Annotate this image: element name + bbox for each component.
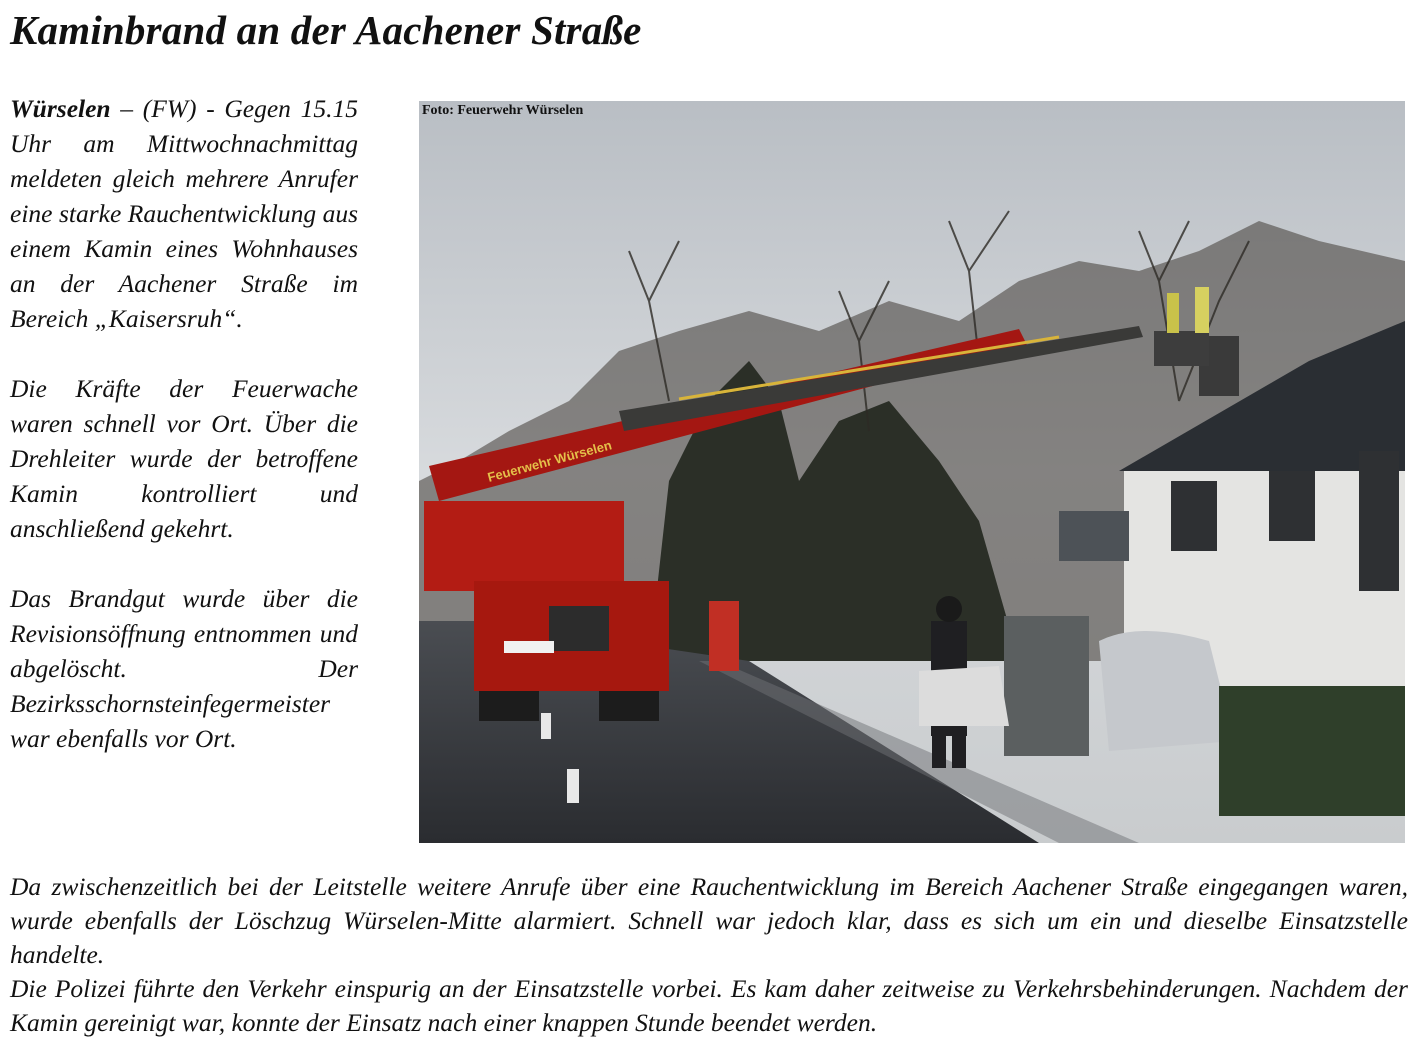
truck-rear-panel	[549, 606, 609, 651]
house-window-2	[1269, 471, 1315, 541]
truck-lettering: Feuerwehr Würselen	[485, 437, 614, 485]
firefighter-1	[1167, 293, 1179, 333]
article-photo	[419, 101, 1405, 843]
truck-plate	[504, 641, 554, 653]
dateline-place: Würselen	[10, 94, 111, 123]
article-headline: Kaminbrand an der Aachener Straße	[10, 7, 642, 53]
paragraph-2: Die Kräfte der Feuerwache waren schnell vor Ort. Über die Drehleiter wurde der betroffene Kamin kontrolliert und anschließend gekehrt.	[10, 374, 358, 543]
outrigger	[709, 601, 739, 671]
photo-illustration	[419, 101, 1405, 843]
person-head	[936, 596, 962, 622]
gabion-wall	[1004, 616, 1089, 756]
road-marking-2	[567, 769, 579, 803]
person-leg-right	[952, 733, 966, 768]
truck-wheel-right	[599, 691, 659, 721]
parked-car	[919, 666, 1009, 726]
road-marking	[541, 713, 551, 739]
lead-text: – (FW) - Gegen 15.15 Uhr am Mittwochnachmittag meldeten gleich mehrere Anrufer eine starke Rauchentwicklung aus einem Kamin eines Wohnhauses an der Aachener Straße im Bereich „Kaisersruh“.	[10, 94, 358, 333]
article-bottom-text	[10, 870, 1408, 1040]
lead-paragraph	[10, 91, 358, 336]
paragraph-5: Die Polizei führte den Verkehr einspurig an der Einsatzstelle vorbei. Es kam daher zeitweise zu Verkehrsbehinderungen. Nachdem der Kamin gereinigt war, konnte der Einsatz nach einer knappen Stunde beendet werden.	[10, 974, 1408, 1037]
photo-caption: Foto: Feuerwehr Würselen	[422, 103, 584, 118]
house-window-1	[1171, 481, 1217, 551]
paragraph-4: Da zwischenzeitlich bei der Leitstelle weitere Anrufe über eine Rauchentwicklung im Bereich Aachener Straße eingegangen waren, wurde ebenfalls der Löschzug Würselen-Mitte alarmiert. Schnell war jedoch klar, dass es sich um ein und dieselbe Einsatzstelle handelte.	[10, 872, 1408, 969]
paragraph-3: Das Brandgut wurde über die Revisionsöffnung entnommen und abgelöscht. Der Bezirksschornsteinfegermeister war ebenfalls vor Ort.	[10, 584, 358, 753]
firefighter-2	[1195, 287, 1209, 333]
article-left-column	[10, 91, 358, 791]
house-window-3	[1359, 451, 1399, 591]
balcony	[1059, 511, 1129, 561]
ladder-basket	[1154, 331, 1209, 366]
truck-wheel-left	[479, 691, 539, 721]
hedge	[1219, 686, 1405, 816]
person-leg-left	[932, 733, 946, 768]
truck-turntable	[424, 501, 624, 591]
